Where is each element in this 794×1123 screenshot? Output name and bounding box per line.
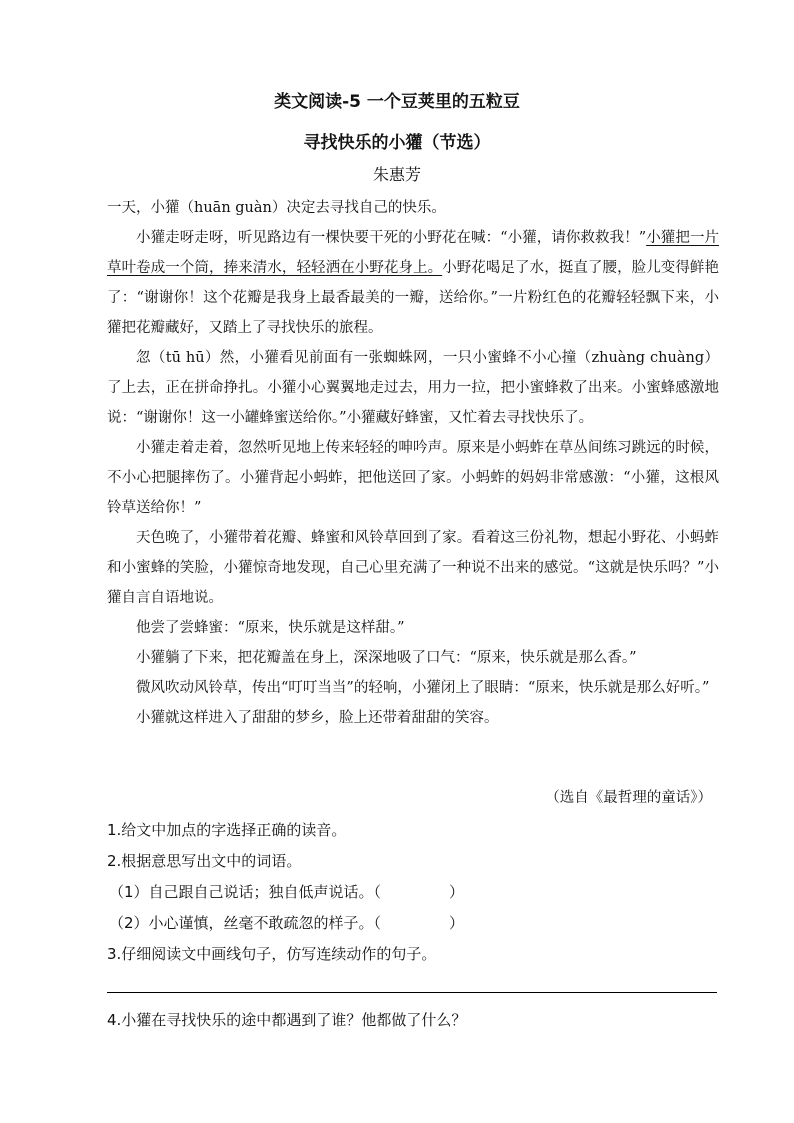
- story-title: 寻找快乐的小獾（节选）: [303, 133, 491, 153]
- paragraph-2: [107, 223, 719, 343]
- paragraph-1: 一天，小獾（huān guàn）决定去寻找自己的快乐。: [107, 200, 446, 216]
- paragraph-5: 天色晚了，小獾带着花瓣、蜂蜜和风铃草回到了家。看着这三份礼物，想起小野花、小蚂蚱和小蜜蜂的笑脸，小獾惊奇地发现，自己心里充满了一种说不出来的感觉。“这就是快乐吗？”小獾自言自语地说。: [107, 530, 719, 606]
- paragraph-2-start: 小獾走呀走呀，听见路边有一棵快要干死的小野花在喊：“小獾，请你救救我！”: [136, 230, 647, 246]
- paragraph-7: 小獾躺了下来，把花瓣盖在身上，深深地吸了口气：“原来，快乐就是那么香。”: [136, 650, 637, 666]
- paragraph-6: 他尝了尝蜂蜜：“原来，快乐就是这样甜。”: [136, 620, 405, 636]
- author-name: 朱惠芳: [372, 165, 421, 184]
- paragraph-4: 小獾走着走着，忽然听见地上传来轻轻的呻吟声。原来是小蚂蚱在草丛间练习跳远的时候，不小心把腿摔伤了。小獾背起小蚂蚱，把他送回了家。小蚂蚱的妈妈非常感激：“小獾，这根风铃草送给你！”: [107, 440, 719, 516]
- underlined-sentence: 小獾把一片草叶卷成一个筒，捧来清水，轻轻洒在小野花身上。: [107, 230, 720, 276]
- question-1: 1.给文中加点的字选择正确的读音。: [107, 821, 347, 839]
- story-text: [107, 193, 719, 733]
- paragraph-9: 小獾就这样进入了甜甜的梦乡，脸上还带着甜甜的笑容。: [136, 710, 499, 726]
- close-paren: ）: [449, 914, 465, 932]
- close-paren: ）: [449, 883, 465, 901]
- question-4: 4.小獾在寻找快乐的途中都遇到了谁？他都做了什么？: [107, 1011, 467, 1029]
- page-title: 类文阅读-5 一个豆荚里的五粒豆: [274, 92, 520, 112]
- question-2-1-text: （1）自己跟自己说话；独自低声说话。（: [109, 883, 382, 901]
- question-2-1: [107, 877, 719, 908]
- questions-section: [107, 815, 719, 970]
- question-2-2-text: （2）小心谨慎，丝毫不敢疏忽的样子。（: [109, 914, 382, 932]
- paragraph-3: 忽（tū hū）然，小獾看见前面有一张蜘蛛网，一只小蜜蜂不小心撞（zhuàng chuàng）了上去，正在拼命挣扎。小獾小心翼翼地走过去，用力一拉，把小蜜蜂救了出来。小蜜蜂感激地说：“谢谢你！这一小罐蜂蜜送给你。”小獾藏好蜂蜜，又忙着去寻找快乐了。: [107, 350, 719, 426]
- paragraph-8: 微风吹动风铃草，传出“叮叮当当”的轻响，小獾闭上了眼睛：“原来，快乐就是那么好听。”: [136, 680, 710, 696]
- question-3: 3.仔细阅读文中画线句子，仿写连续动作的句子。: [107, 945, 437, 963]
- paragraph-2-end: 小野花喝足了水，挺直了腰，脸儿变得鲜艳了：“谢谢你！这个花瓣是我身上最香最美的一瓣，送给你。”一片粉红色的花瓣轻轻飘下来，小獾把花瓣藏好，又踏上了寻找快乐的旅程。: [107, 260, 720, 336]
- answer-line[interactable]: [107, 992, 717, 993]
- source-citation: （选自《最哲理的童话》）: [545, 790, 712, 806]
- question-2: 2.根据意思写出文中的词语。: [107, 852, 302, 870]
- question-2-2: [107, 908, 719, 939]
